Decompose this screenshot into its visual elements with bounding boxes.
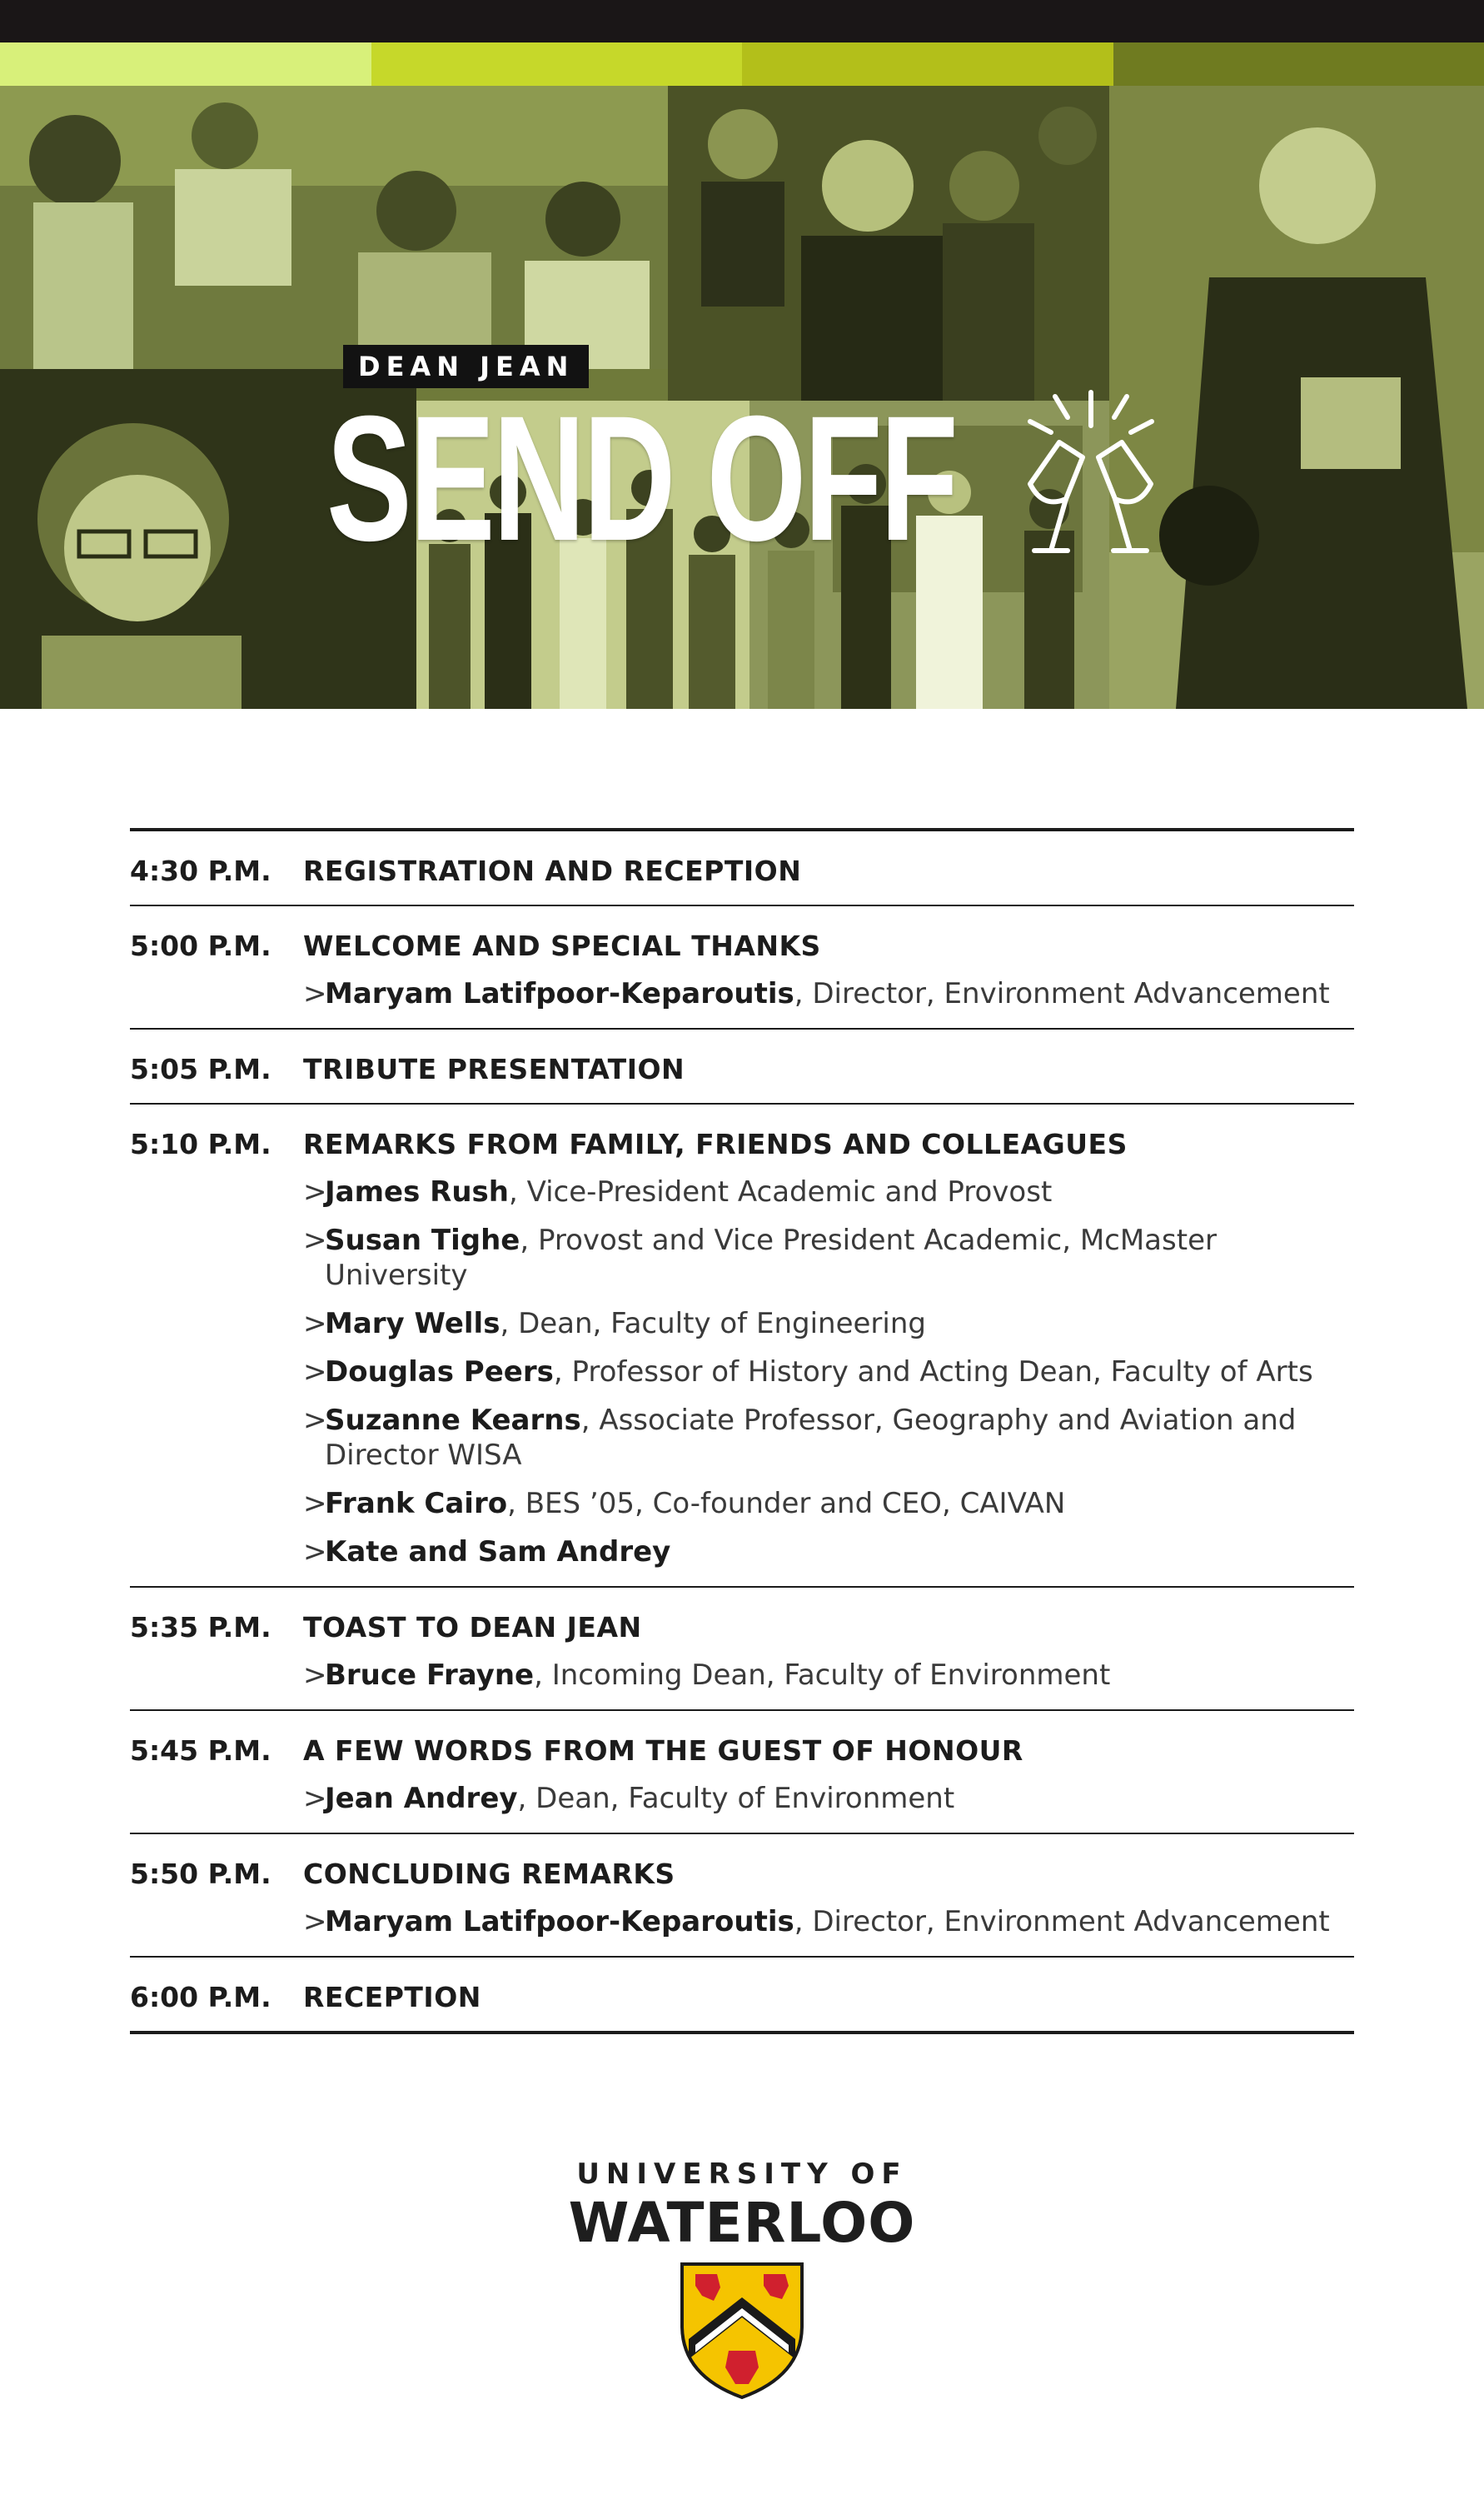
speaker-role: , Director, Environment Advancement bbox=[794, 1905, 1330, 1938]
stripe-4 bbox=[1113, 42, 1484, 86]
agenda-content bbox=[303, 1981, 1354, 2014]
speaker-text bbox=[325, 1175, 1354, 1210]
speaker-name: Kate and Sam Andrey bbox=[325, 1535, 671, 1569]
speaker-role: , Dean, Faculty of Environment bbox=[517, 1782, 955, 1815]
speaker-role: , Professor of History and Acting Dean, Faculty of Arts bbox=[553, 1355, 1313, 1389]
speaker-role: , Director, Environment Advancement bbox=[794, 977, 1330, 1010]
agenda-content bbox=[303, 1128, 1354, 1569]
agenda-title: TOAST TO DEAN JEAN bbox=[303, 1611, 642, 1644]
speaker-text bbox=[325, 1534, 1354, 1569]
agenda-content bbox=[303, 1734, 1354, 1816]
speaker-name: Jean Andrey bbox=[325, 1782, 518, 1815]
agenda-speaker bbox=[303, 1354, 1354, 1389]
speaker-name: Susan Tighe bbox=[325, 1224, 520, 1257]
agenda-content bbox=[303, 1611, 1354, 1693]
agenda-row bbox=[130, 1711, 1354, 1834]
agenda-table bbox=[130, 828, 1354, 2034]
agenda-content bbox=[303, 1858, 1354, 1939]
stripe-3 bbox=[742, 42, 1113, 86]
agenda-time: 5:10 P.M. bbox=[130, 1128, 271, 1160]
agenda-title: WELCOME AND SPECIAL THANKS bbox=[303, 930, 821, 962]
color-stripe-bar bbox=[0, 42, 1484, 86]
agenda-speaker bbox=[303, 1781, 1354, 1816]
stripe-1 bbox=[0, 42, 371, 86]
agenda-content bbox=[303, 930, 1354, 1011]
stripe-2 bbox=[371, 42, 743, 86]
speaker-marker: > bbox=[303, 1175, 327, 1209]
agenda-title: RECEPTION bbox=[303, 1981, 481, 2013]
speaker-marker: > bbox=[303, 1905, 327, 1938]
photo-graduation bbox=[1109, 86, 1484, 709]
agenda-row bbox=[130, 1958, 1354, 2031]
agenda-row bbox=[130, 1834, 1354, 1958]
agenda-speaker bbox=[303, 1486, 1354, 1521]
agenda-title: CONCLUDING REMARKS bbox=[303, 1858, 675, 1890]
agenda-speaker bbox=[303, 1175, 1354, 1210]
speaker-name: Bruce Frayne bbox=[325, 1659, 535, 1692]
photo-crowd bbox=[668, 86, 1109, 401]
speaker-text bbox=[325, 1904, 1354, 1939]
agenda-row bbox=[130, 906, 1354, 1030]
speaker-marker: > bbox=[303, 1535, 327, 1569]
photo-collage bbox=[0, 86, 1484, 709]
speaker-marker: > bbox=[303, 1355, 327, 1389]
agenda-speaker bbox=[303, 1534, 1354, 1569]
logo-university-of: UNIVERSITY OF bbox=[576, 2157, 908, 2191]
speaker-role: , Dean, Faculty of Engineering bbox=[500, 1307, 926, 1340]
agenda-speaker bbox=[303, 1403, 1354, 1473]
speaker-role: , Provost and Vice President Academic, McMaster University bbox=[325, 1224, 1217, 1292]
top-black-bar bbox=[0, 0, 1484, 42]
speaker-role: , Associate Professor, Geography and Aviation and Director WISA bbox=[325, 1404, 1297, 1472]
speaker-name: Maryam Latifpoor-Keparoutis bbox=[325, 977, 794, 1010]
event-badge: DEAN JEAN bbox=[343, 345, 589, 388]
agenda-content bbox=[303, 1053, 1354, 1086]
speaker-marker: > bbox=[303, 1782, 327, 1815]
speaker-marker: > bbox=[303, 1224, 327, 1257]
champagne-glasses-icon bbox=[1018, 384, 1163, 567]
speaker-marker: > bbox=[303, 1487, 327, 1520]
agenda-speaker bbox=[303, 1306, 1354, 1341]
agenda-time: 5:35 P.M. bbox=[130, 1611, 271, 1644]
speaker-role: , BES ’05, Co-founder and CEO, CAIVAN bbox=[507, 1487, 1066, 1520]
agenda-speaker bbox=[303, 1658, 1354, 1693]
speaker-name: Frank Cairo bbox=[325, 1487, 508, 1520]
agenda-time: 5:05 P.M. bbox=[130, 1053, 271, 1085]
agenda-row bbox=[130, 1030, 1354, 1105]
agenda-time: 5:00 P.M. bbox=[130, 930, 271, 962]
event-headline: SEND OFF bbox=[326, 379, 956, 578]
speaker-marker: > bbox=[303, 1307, 327, 1340]
university-logo bbox=[0, 2157, 1484, 2255]
speaker-text bbox=[325, 1658, 1354, 1693]
speaker-marker: > bbox=[303, 1404, 327, 1437]
agenda-row bbox=[130, 1105, 1354, 1588]
university-crest-icon bbox=[677, 2259, 807, 2401]
agenda-time: 5:50 P.M. bbox=[130, 1858, 271, 1890]
speaker-role: , Vice-President Academic and Provost bbox=[508, 1175, 1053, 1209]
agenda-title: REGISTRATION AND RECEPTION bbox=[303, 855, 802, 887]
agenda-row bbox=[130, 831, 1354, 906]
speaker-text bbox=[325, 1354, 1354, 1389]
speaker-name: Suzanne Kearns bbox=[325, 1404, 581, 1437]
speaker-name: Douglas Peers bbox=[325, 1355, 554, 1389]
agenda-row bbox=[130, 1588, 1354, 1711]
speaker-marker: > bbox=[303, 1659, 327, 1692]
agenda-time: 5:45 P.M. bbox=[130, 1734, 271, 1767]
speaker-name: Maryam Latifpoor-Keparoutis bbox=[325, 1905, 794, 1938]
speaker-text bbox=[325, 976, 1354, 1011]
agenda-title: REMARKS FROM FAMILY, FRIENDS AND COLLEAGUES bbox=[303, 1128, 1128, 1160]
speaker-text bbox=[325, 1781, 1354, 1816]
speaker-name: James Rush bbox=[325, 1175, 509, 1209]
agenda-title: A FEW WORDS FROM THE GUEST OF HONOUR bbox=[303, 1734, 1023, 1767]
agenda-speaker bbox=[303, 976, 1354, 1011]
photo-outdoor-group bbox=[0, 86, 668, 369]
agenda-content bbox=[303, 855, 1354, 888]
speaker-text bbox=[325, 1486, 1354, 1521]
speaker-name: Mary Wells bbox=[325, 1307, 500, 1340]
logo-waterloo: WATERLOO bbox=[568, 2191, 916, 2255]
agenda-time: 4:30 P.M. bbox=[130, 855, 271, 887]
agenda-time: 6:00 P.M. bbox=[130, 1981, 271, 2013]
agenda-speaker bbox=[303, 1904, 1354, 1939]
speaker-text bbox=[325, 1306, 1354, 1341]
speaker-text bbox=[325, 1223, 1354, 1293]
agenda-speaker bbox=[303, 1223, 1354, 1293]
agenda-title: TRIBUTE PRESENTATION bbox=[303, 1053, 685, 1085]
speaker-marker: > bbox=[303, 977, 327, 1010]
speaker-text bbox=[325, 1403, 1354, 1473]
speaker-role: , Incoming Dean, Faculty of Environment bbox=[534, 1659, 1111, 1692]
